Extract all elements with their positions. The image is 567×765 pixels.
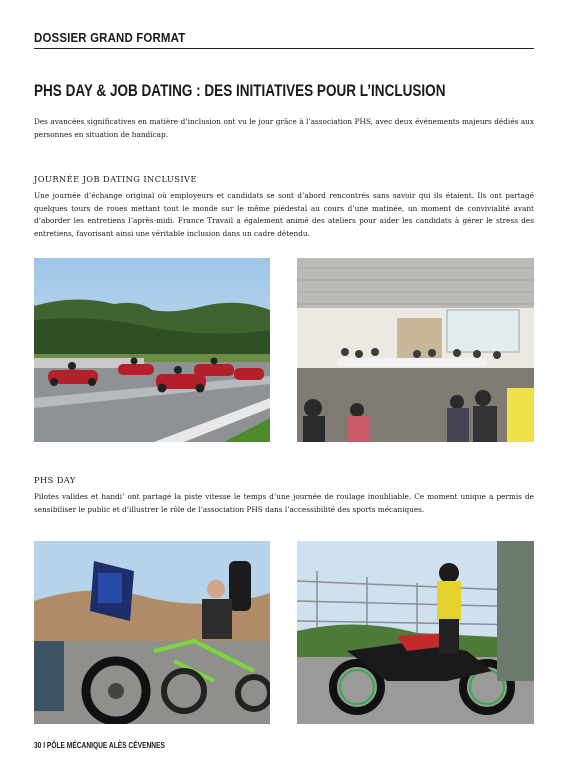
article-intro: Des avancées significatives en matière d’inclusion ont vu le jour grâce à l’association PHS, avec deux événements majeurs dédiés aux personnes en situation de handicap. bbox=[34, 117, 534, 139]
section-label: DOSSIER GRAND FORMAT bbox=[34, 30, 186, 45]
page-footer: 30 I PÔLE MÉCANIQUE ALÈS CÉVENNES bbox=[34, 740, 165, 750]
job-dating-text: Une journée d’échange original où employeurs et candidats se sont d’abord rencontrés sans savoir qui ils étaient. Ils ont partagé quelques tours de roues mettant tout le monde sur le même piédestal au cours d’une matinée, un moment de convivialité avant d’aborder les entretiens l’après-midi. France Travail a également animé des ateliers pour aider les candidats à gérer le stress des entretiens, favorisant ainsi une véritable inclusion dans un cadre détendu. bbox=[34, 191, 534, 238]
job-dating-heading: JOURNÉE JOB DATING INCLUSIVE bbox=[34, 174, 197, 184]
phs-day-heading: PHS DAY bbox=[34, 475, 76, 485]
karting-photo bbox=[34, 258, 270, 442]
meeting-room-photo bbox=[297, 258, 534, 442]
article-title: PHS DAY & JOB DATING : DES INITIATIVES POUR L’INCLUSION bbox=[34, 82, 446, 100]
header-rule bbox=[34, 48, 534, 49]
adaptive-vehicles-photo bbox=[34, 541, 270, 724]
motorcycle-photo bbox=[297, 541, 534, 724]
phs-day-text: Pilotes valides et handi’ ont partagé la piste vitesse le temps d’une journée de roulage inoubliable. Ce moment unique a permis de sensibiliser le public et d’illustrer le rôle de l’association PHS dans l’accessibilité des sports mécaniques. bbox=[34, 492, 534, 514]
